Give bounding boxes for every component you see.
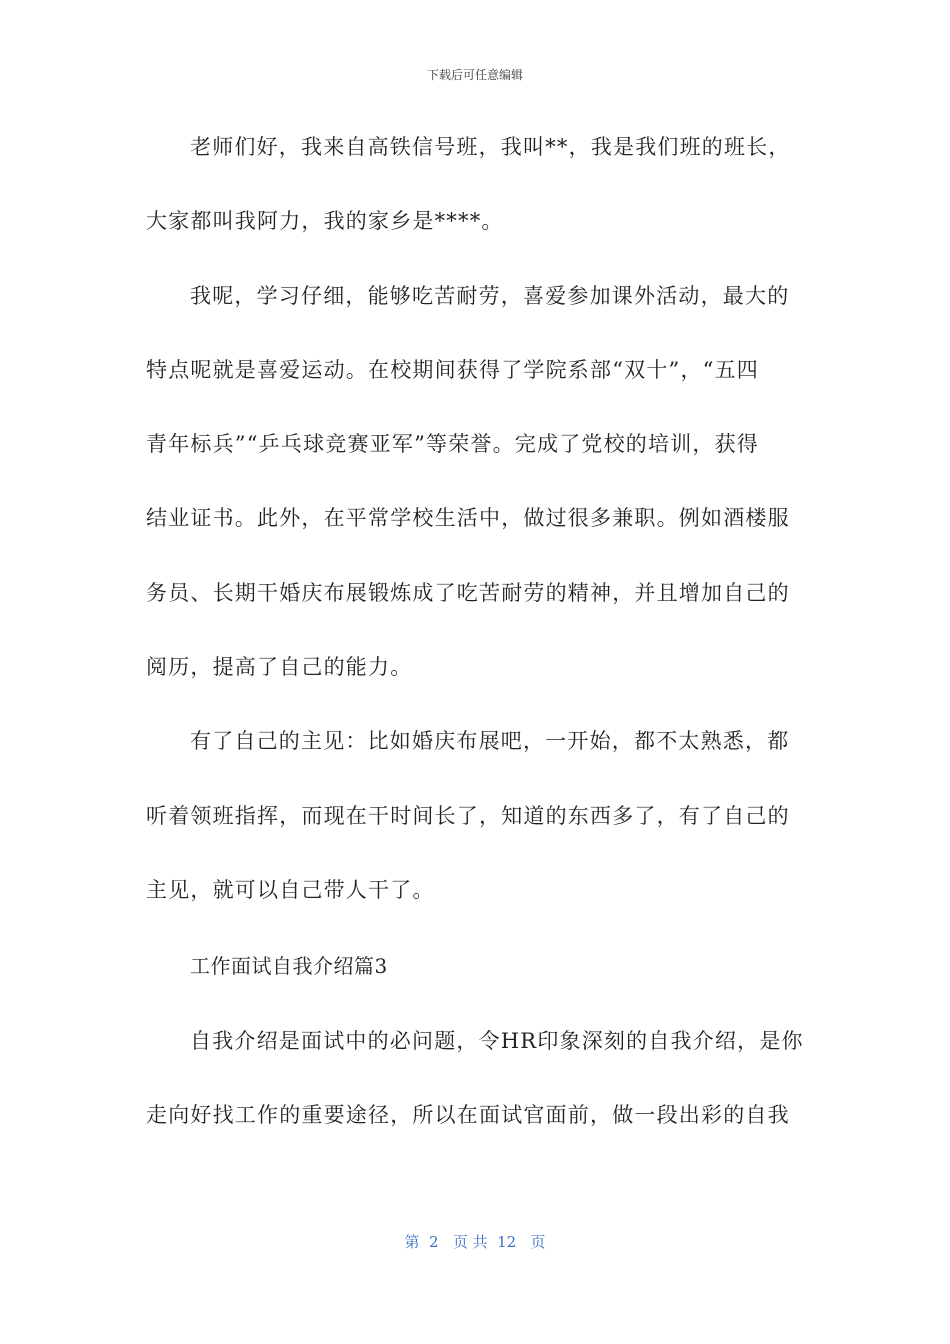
paragraph-2-line-5: 务员、长期干婚庆布展锻炼成了吃苦耐劳的精神，并且增加自己的 [146,581,790,605]
paragraph-1-line-1: 老师们好，我来自高铁信号班，我叫**，我是我们班的班长， [190,135,791,159]
paragraph-2-line-3: 青年标兵”“乒乓球竞赛亚军”等荣誉。完成了党校的培训，获得 [146,432,760,456]
paragraph-2-line-2: 特点呢就是喜爱运动。在校期间获得了学院系部“双十”，“五四 [146,358,760,382]
paragraph-2-line-6: 阅历，提高了自己的能力。 [146,655,413,679]
paragraph-3-line-2: 听着领班指挥，而现在干时间长了，知道的东西多了，有了自己的 [146,804,790,828]
paragraph-3-line-1: 有了自己的主见：比如婚庆布展吧，一开始，都不太熟悉，都 [190,729,790,753]
page-number-footer: 第 2 页 共 12 页 [404,1233,546,1251]
paragraph-2-line-1: 我呢，学习仔细，能够吃苦耐劳，喜爱参加课外活动，最大的 [190,284,790,308]
section-heading: 工作面试自我介绍篇3 [190,954,388,978]
paragraph-4-line-1: 自我介绍是面试中的必问题，令HR印象深刻的自我介绍，是你 [190,1029,804,1053]
page-header-note: 下载后可任意编辑 [426,68,523,82]
paragraph-2-line-4: 结业证书。此外，在平常学校生活中，做过很多兼职。例如酒楼服 [146,506,790,530]
paragraph-4-line-2: 走向好找工作的重要途径，所以在面试官面前，做一段出彩的自我 [146,1103,790,1127]
paragraph-3-line-3: 主见，就可以自己带人干了。 [146,878,435,902]
paragraph-1-line-2: 大家都叫我阿力，我的家乡是****。 [146,209,504,233]
